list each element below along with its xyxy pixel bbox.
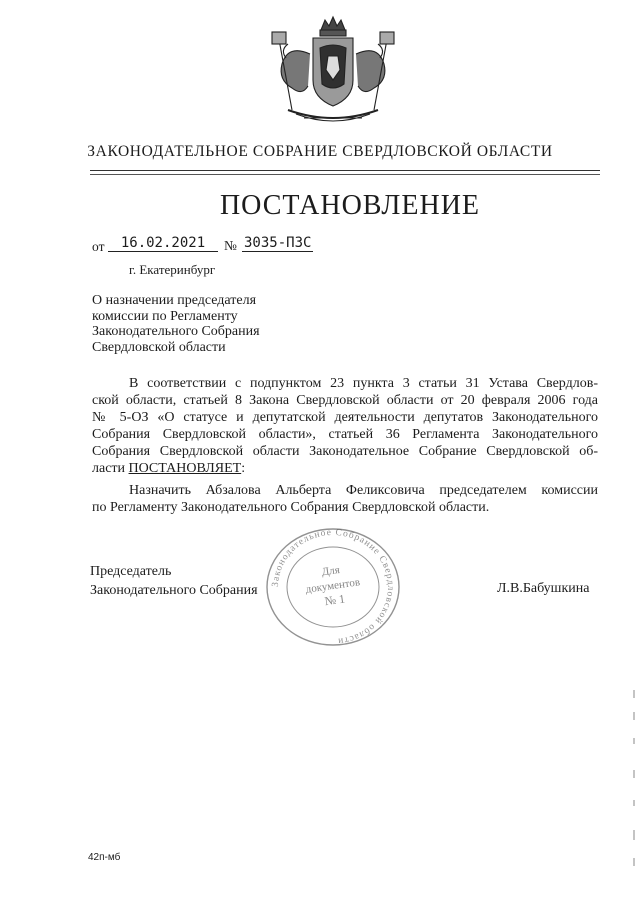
body-line: ской области, статьей 8 Закона Свердловской области от 20 февраля 2006 года <box>92 393 598 408</box>
subject-line: О назначении председателя <box>92 293 257 308</box>
resolves-keyword: ПОСТАНОВЛЯЕТ <box>128 461 242 476</box>
coat-of-arms-emblem <box>258 14 408 132</box>
stamp-text: № 1 <box>323 591 346 609</box>
body-line-suffix: : <box>241 461 246 476</box>
document-number: 3035-ПЗС <box>244 235 312 251</box>
date-prefix-label: от <box>92 239 105 254</box>
subject-line: Свердловской области <box>92 339 226 355</box>
subject-line: Законодательного Собрания <box>92 324 260 339</box>
stamp-text: документов <box>304 576 361 596</box>
number-label: № <box>224 238 237 253</box>
position-line: Председатель <box>90 564 172 579</box>
stamp-text: Для <box>320 563 341 579</box>
body-last-line <box>92 460 598 477</box>
decision-paragraph <box>92 482 598 516</box>
body-line: Собрания Свердловской области Законодательное Собрание Свердловской об- <box>92 444 598 459</box>
subject-line: комиссии по Регламенту <box>92 308 238 324</box>
body-line: В соответствии с подпунктом 23 пункта 3 статьи 31 Устава Свердлов- <box>129 376 598 391</box>
decision-line: Назначить Абзалова Альберта Феликсовича председателем комиссии <box>129 483 598 498</box>
city-line: г. Екатеринбург <box>129 262 216 277</box>
coat-of-arms-icon <box>258 14 408 132</box>
decision-line: по Регламенту Законодательного Собрания Свердловской области. <box>92 500 490 515</box>
signatory-position <box>90 562 258 600</box>
stamp-ring-text: Законодательное Собрание Свердловской области <box>270 527 396 646</box>
document-date: 16.02.2021 <box>108 235 218 252</box>
body-line-prefix: ласти <box>92 461 129 476</box>
organization-name: ЗАКОНОДАТЕЛЬНОЕ СОБРАНИЕ СВЕРДЛОВСКОЙ ОБЛАСТИ <box>87 143 553 160</box>
scan-edge-marks <box>631 690 637 870</box>
body-line: № 5-ОЗ «О статусе и депутатской деятельности депутатов Законодательного <box>92 410 598 425</box>
stamp-seal-icon <box>258 527 408 647</box>
header-rule-thin <box>90 174 600 175</box>
document-code: 42п-мб <box>88 852 121 863</box>
preamble-paragraph <box>92 375 598 477</box>
signatory-name: Л.В.Бабушкина <box>497 581 590 596</box>
body-line: Собрания Свердловской области», статьей 36 Регламента Законодательного <box>92 427 598 442</box>
official-stamp <box>258 527 408 647</box>
header-rule-thick <box>90 170 600 171</box>
document-type-title: ПОСТАНОВЛЕНИЕ <box>219 190 481 221</box>
position-line: Законодательного Собрания <box>90 583 258 598</box>
document-subject <box>92 293 260 355</box>
